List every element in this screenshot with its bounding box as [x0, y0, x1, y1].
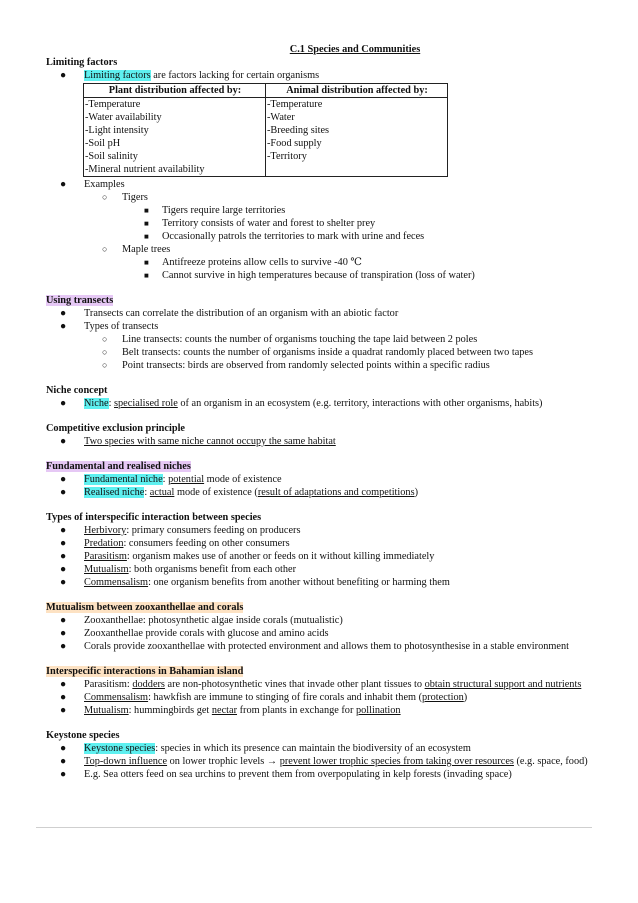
table-header-animal: Animal distribution affected by:	[266, 84, 448, 98]
item-text: Tigers	[122, 192, 148, 203]
item-text: : organism makes use of another or feeds on it without killing immediately	[126, 551, 435, 562]
item-text: on lower trophic levels →	[167, 756, 280, 767]
heading-bahamian-island	[46, 665, 594, 678]
underlined-text: prevent lower trophic species from taking over resources	[279, 756, 514, 767]
list-item	[46, 397, 594, 410]
underlined-text: pollination	[355, 705, 401, 716]
item-text: Parasitism:	[84, 679, 133, 690]
table-cell-animal: -Temperature -Water -Breeding sites -Food supply -Territory	[266, 98, 448, 177]
bullet-disc-icon: ●	[60, 769, 67, 780]
item-text: )	[463, 692, 468, 703]
bullet-circle-icon: ○	[102, 334, 108, 344]
bullet-disc-icon: ●	[60, 179, 67, 190]
item-text: : consumers feeding on other consumers	[123, 538, 290, 549]
item-text: mode of existence (	[174, 487, 258, 498]
highlighted-term: Limiting factors	[84, 70, 151, 81]
heading-text: Fundamental and realised niches	[46, 461, 191, 472]
interspecific-list	[46, 524, 594, 589]
underlined-text: Two species with same niche cannot occupy the same habitat	[84, 436, 336, 447]
item-text: Corals provide zooxanthellae with protected environment and allows them to photosynthesise in a stable environment	[84, 641, 569, 652]
item-text: Line transects: counts the number of organisms touching the tape laid between 2 poles	[122, 334, 478, 345]
bullet-square-icon: ■	[144, 271, 149, 280]
underlined-text: obtain structural support and nutrients	[424, 679, 582, 690]
underlined-term: Commensalism	[84, 577, 149, 588]
underlined-text: specialised role	[114, 398, 178, 409]
item-text: Cannot survive in high temperatures because of transpiration (loss of water)	[162, 270, 475, 281]
item-text: mode of existence	[204, 474, 282, 485]
highlighted-term: Realised niche	[84, 487, 145, 498]
limiting-list	[46, 69, 594, 82]
list-item	[46, 486, 594, 499]
distribution-table	[83, 83, 448, 177]
underlined-term: Predation	[84, 538, 124, 549]
bullet-disc-icon: ●	[60, 692, 67, 703]
list-item	[46, 191, 594, 204]
underlined-text: protection	[422, 692, 464, 703]
underlined-term: Mutualism	[84, 705, 129, 716]
list-item	[46, 217, 594, 230]
heading-limiting-factors: Limiting factors	[46, 57, 118, 68]
item-text: Transects can correlate the distribution of an organism with an abiotic factor	[84, 308, 399, 319]
bullet-circle-icon: ○	[102, 192, 108, 202]
competitive-list	[46, 435, 594, 448]
bullet-disc-icon: ●	[60, 679, 67, 690]
transects-list	[46, 307, 594, 372]
footer-divider	[36, 827, 592, 828]
bullet-disc-icon: ●	[60, 641, 67, 652]
list-item	[46, 69, 594, 82]
underlined-text: result of adaptations and competitions	[257, 487, 415, 498]
bullet-disc-icon: ●	[60, 398, 67, 409]
item-text: of an organism in an ecosystem (e.g. territory, interactions with other organisms, habits)	[177, 398, 543, 409]
underlined-text: actual	[149, 487, 175, 498]
item-text: :	[108, 398, 115, 409]
list-item	[46, 550, 594, 563]
item-text: are factors lacking for certain organisms	[150, 70, 320, 81]
underlined-term: Herbivory	[84, 525, 127, 536]
keystone-list	[46, 742, 594, 781]
list-item	[46, 473, 594, 486]
bullet-disc-icon: ●	[60, 474, 67, 485]
underlined-text: Top-down influence	[84, 756, 168, 767]
heading-interspecific-types: Types of interspecific interaction between species	[46, 512, 262, 523]
item-text: Zooxanthellae provide corals with glucose and amino acids	[84, 628, 329, 639]
highlighted-term: Fundamental niche	[84, 474, 163, 485]
list-item	[46, 230, 594, 243]
list-item	[46, 435, 594, 448]
heading-fundamental-realised	[46, 460, 594, 473]
item-text: : hummingbirds get	[128, 705, 212, 716]
niches-list	[46, 473, 594, 499]
item-text: Types of transects	[84, 321, 159, 332]
list-item	[46, 320, 594, 333]
heading-text: Using transects	[46, 295, 114, 306]
underlined-text: potential	[168, 474, 205, 485]
bullet-disc-icon: ●	[60, 577, 67, 588]
item-text: Tigers require large territories	[162, 205, 286, 216]
item-text: Occasionally patrols the territories to mark with urine and feces	[162, 231, 425, 242]
list-item	[46, 307, 594, 320]
list-item	[46, 333, 594, 346]
list-item	[46, 576, 594, 589]
list-item	[46, 256, 594, 269]
bullet-disc-icon: ●	[60, 564, 67, 575]
item-text: Zooxanthellae: photosynthetic algae inside corals (mutualistic)	[84, 615, 343, 626]
mutualism-list	[46, 614, 594, 653]
item-text: Antifreeze proteins allow cells to survive -40 ℃	[162, 257, 362, 268]
item-text: : hawkfish are immune to stinging of fire corals and inhabit them (	[148, 692, 423, 703]
list-item	[46, 537, 594, 550]
bullet-circle-icon: ○	[102, 244, 108, 254]
bullet-disc-icon: ●	[60, 487, 67, 498]
examples-list	[46, 178, 594, 282]
list-item	[46, 243, 594, 256]
bahamian-list	[46, 678, 594, 717]
item-text: E.g. Sea otters feed on sea urchins to prevent them from overpopulating in kelp forests (invading space)	[84, 769, 512, 780]
niche-list	[46, 397, 594, 410]
bullet-square-icon: ■	[144, 219, 149, 228]
bullet-disc-icon: ●	[60, 308, 67, 319]
list-item	[46, 346, 594, 359]
bullet-disc-icon: ●	[60, 615, 67, 626]
bullet-circle-icon: ○	[102, 360, 108, 370]
list-item	[46, 359, 594, 372]
list-item	[46, 563, 594, 576]
bullet-disc-icon: ●	[60, 525, 67, 536]
item-text: :	[144, 487, 150, 498]
heading-using-transects	[46, 294, 594, 307]
item-text: Maple trees	[122, 244, 171, 255]
page-title: C.1 Species and Communities	[289, 44, 421, 55]
highlighted-term: Niche	[84, 398, 109, 409]
heading-keystone-species: Keystone species	[46, 730, 120, 741]
bullet-square-icon: ■	[144, 206, 149, 215]
bullet-disc-icon: ●	[60, 321, 67, 332]
item-text: are non-photosynthetic vines that invade other plant tissues to	[164, 679, 425, 690]
bullet-square-icon: ■	[144, 232, 149, 241]
bullet-disc-icon: ●	[60, 743, 67, 754]
bullet-disc-icon: ●	[60, 436, 67, 447]
item-text: Belt transects: counts the number of organisms inside a quadrat randomly placed between two tapes	[122, 347, 534, 358]
item-text: : one organism benefits from another without benefiting or harming them	[148, 577, 450, 588]
bullet-disc-icon: ●	[60, 756, 67, 767]
list-item	[46, 755, 594, 768]
table-cell-plant: -Temperature -Water availability -Light intensity -Soil pH -Soil salinity -Mineral nutrient availability	[84, 98, 266, 177]
list-item	[46, 627, 594, 640]
highlighted-term: Keystone species	[84, 743, 156, 754]
item-text: Examples	[84, 179, 125, 190]
item-text: from plants in exchange for	[237, 705, 356, 716]
bullet-disc-icon: ●	[60, 551, 67, 562]
table-header-plant: Plant distribution affected by:	[84, 84, 266, 98]
list-item	[46, 178, 594, 191]
item-text: :	[162, 474, 169, 485]
heading-text: Interspecific interactions in Bahamian island	[46, 666, 244, 677]
underlined-term: Mutualism	[84, 564, 129, 575]
list-item	[46, 768, 594, 781]
list-item	[46, 269, 594, 282]
underlined-term: Commensalism	[84, 692, 149, 703]
list-item	[46, 704, 594, 717]
item-text: )	[414, 487, 419, 498]
item-text: : species in which its presence can maintain the biodiversity of an ecosystem	[155, 743, 471, 754]
heading-competitive-exclusion: Competitive exclusion principle	[46, 423, 185, 434]
list-item	[46, 524, 594, 537]
item-text: (e.g. space, food)	[513, 756, 588, 767]
underlined-text: nectar	[211, 705, 238, 716]
heading-text: Mutualism between zooxanthellae and corals	[46, 602, 244, 613]
bullet-disc-icon: ●	[60, 538, 67, 549]
heading-niche-concept: Niche concept	[46, 385, 108, 396]
list-item	[46, 742, 594, 755]
heading-mutualism-zooxanthellae	[46, 601, 594, 614]
underlined-term: Parasitism	[84, 551, 127, 562]
list-item	[46, 640, 594, 653]
bullet-disc-icon: ●	[60, 705, 67, 716]
document-page	[46, 43, 594, 781]
bullet-disc-icon: ●	[60, 70, 67, 81]
item-text: Point transects: birds are observed from randomly selected points within a specific radius	[122, 360, 490, 371]
bullet-square-icon: ■	[144, 258, 149, 267]
item-text: : primary consumers feeding on producers	[126, 525, 301, 536]
item-text: Territory consists of water and forest to shelter prey	[162, 218, 376, 229]
list-item	[46, 614, 594, 627]
item-text: : both organisms benefit from each other	[128, 564, 296, 575]
bullet-circle-icon: ○	[102, 347, 108, 357]
list-item	[46, 204, 594, 217]
list-item	[46, 678, 594, 691]
list-item	[46, 691, 594, 704]
bullet-disc-icon: ●	[60, 628, 67, 639]
underlined-text: dodders	[132, 679, 165, 690]
